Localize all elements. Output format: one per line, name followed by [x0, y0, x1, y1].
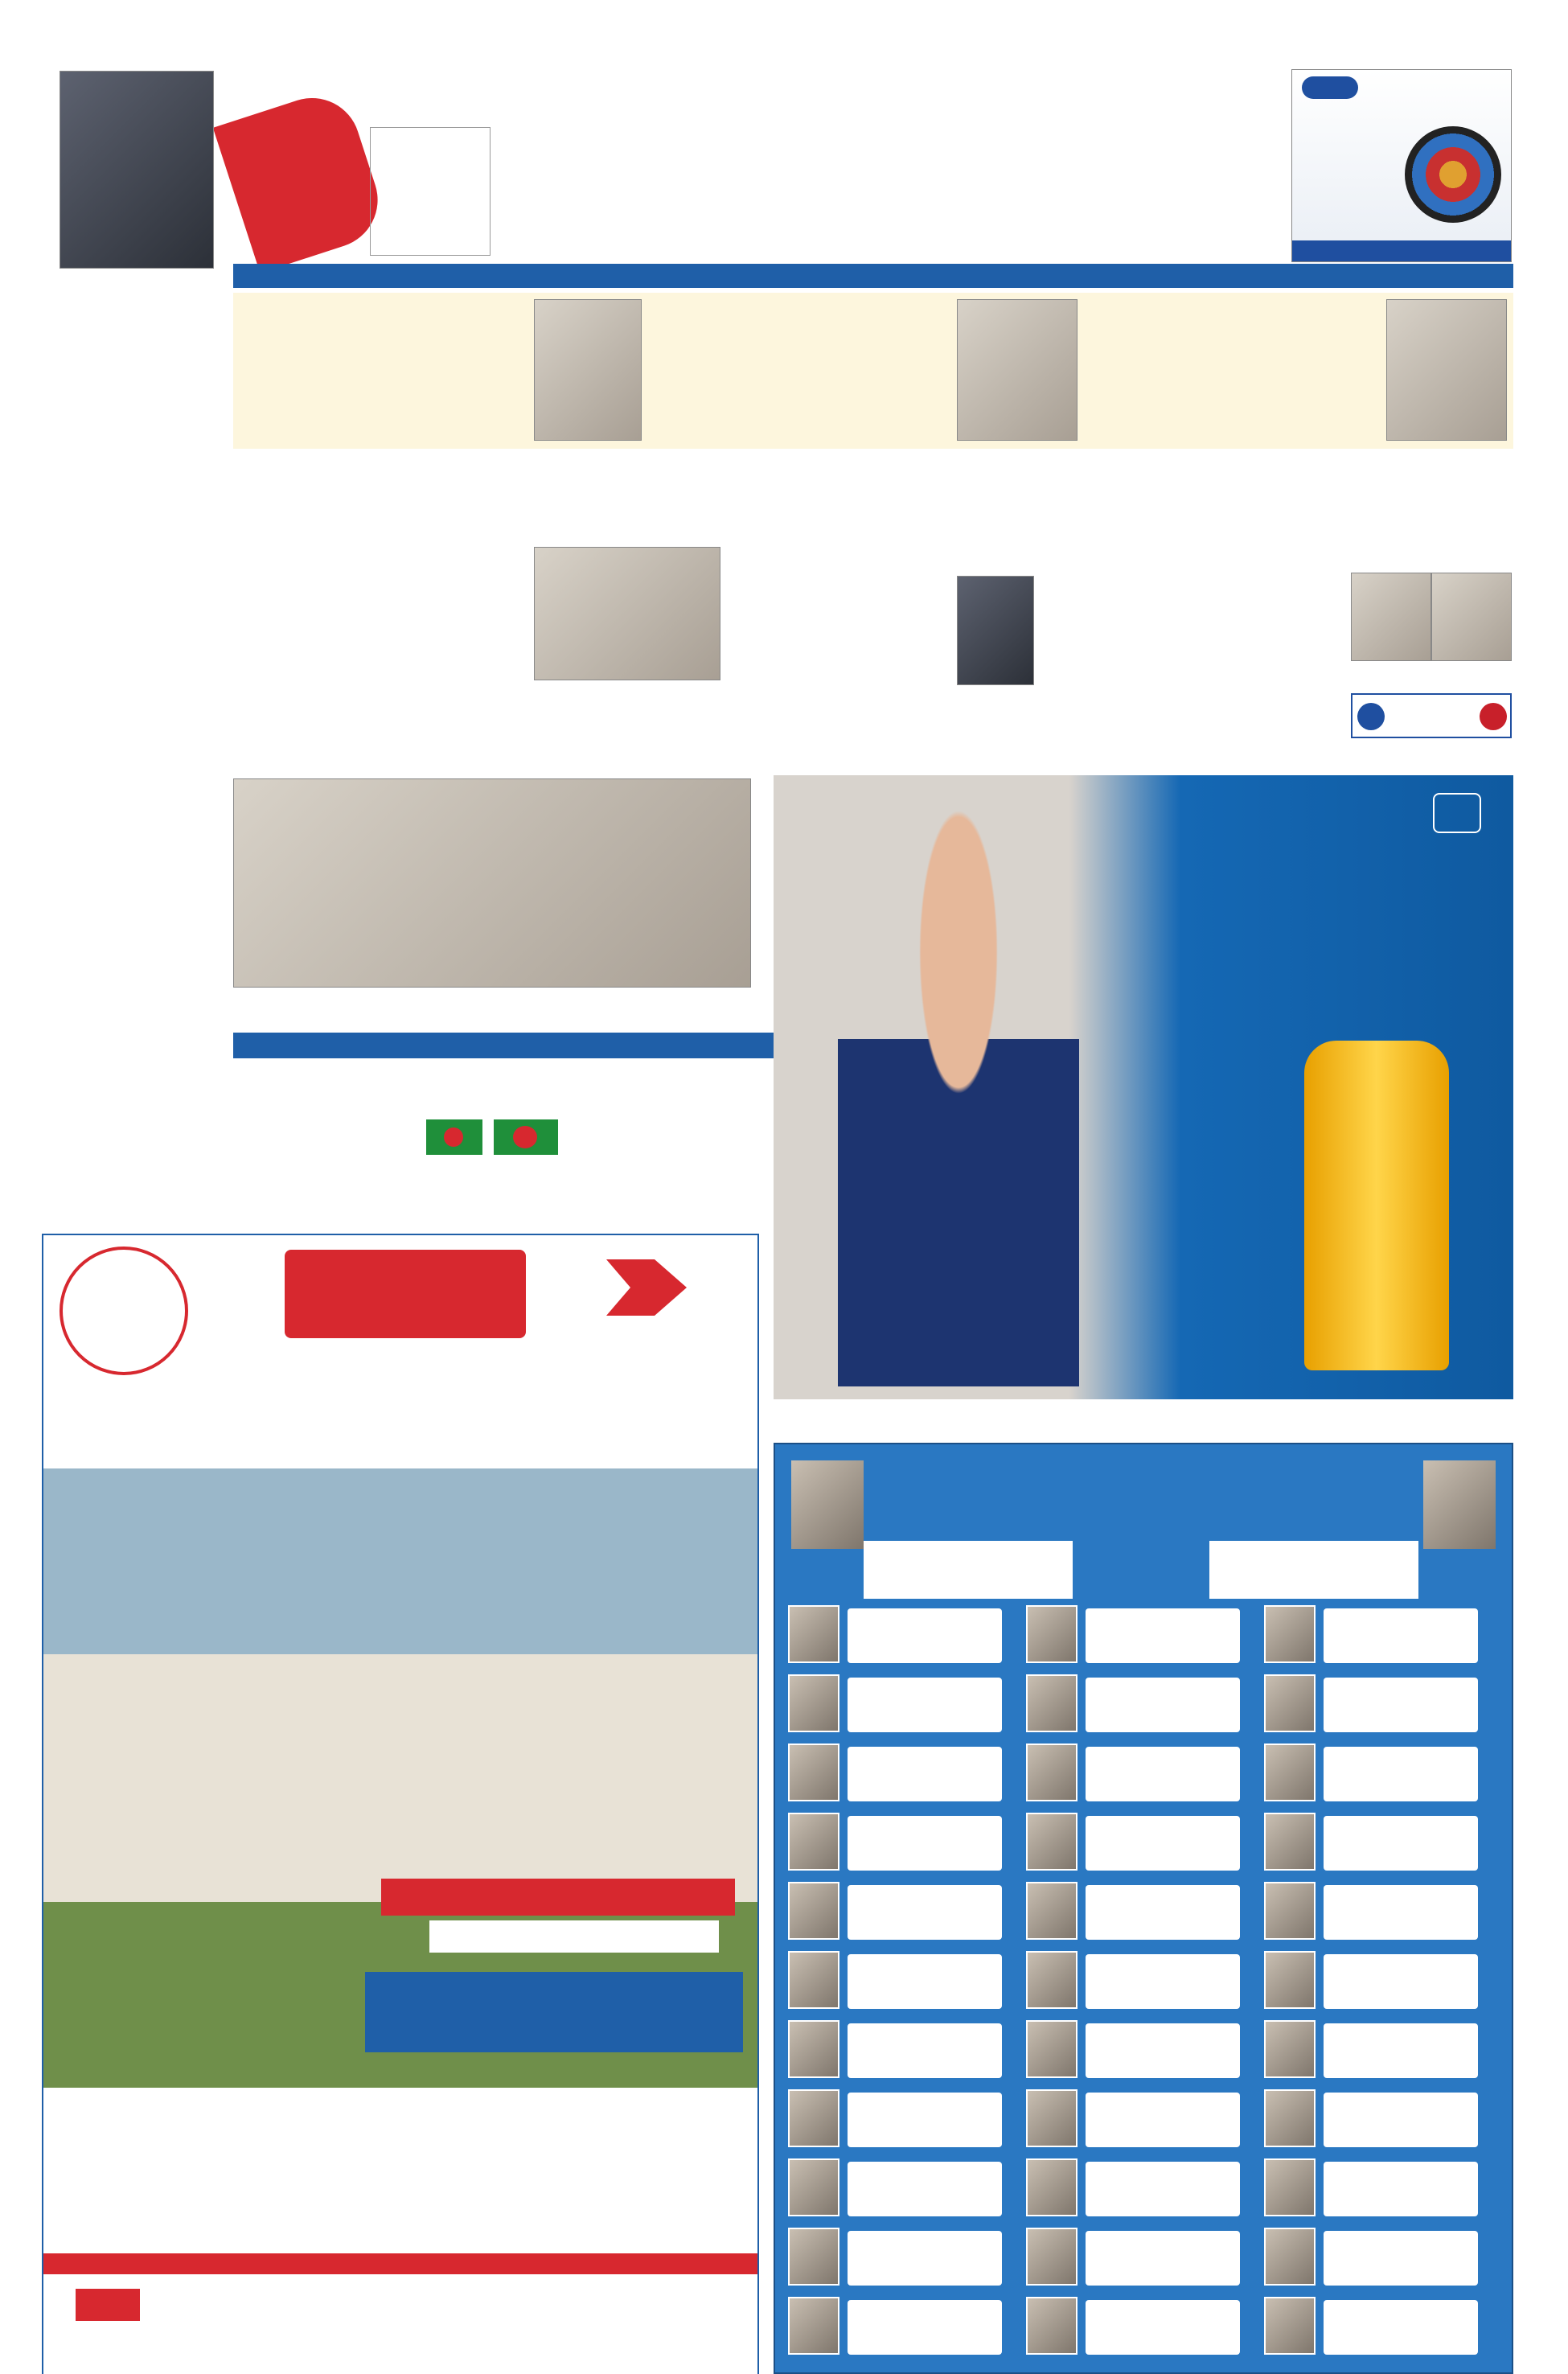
top-story-3-body [1094, 323, 1383, 444]
us-label [1351, 664, 1512, 690]
member-text [848, 2231, 1002, 2286]
member-card [783, 2086, 1007, 2150]
mep-cables-ad [1291, 69, 1512, 262]
vaseline-headline-2 [1095, 944, 1497, 992]
member-text [1324, 2023, 1478, 2078]
story2-body [42, 721, 232, 873]
member-photo [788, 1674, 839, 1732]
contact-line [43, 2253, 759, 2274]
website-link[interactable] [233, 264, 553, 288]
member-text [1086, 1885, 1240, 1940]
ziaur-body [954, 595, 1187, 766]
member-card [1021, 2294, 1245, 2358]
cable-bundle-image [1405, 126, 1501, 223]
member-photo [788, 2089, 839, 2147]
tagline [474, 71, 860, 106]
leader-photo-2 [1423, 1460, 1496, 1549]
member-card [1259, 1879, 1483, 1943]
member-card [783, 2017, 1007, 2081]
member-card [1021, 2086, 1245, 2150]
price-line [429, 1920, 719, 1953]
member-card [783, 1602, 1007, 1666]
story2-headline [42, 598, 232, 695]
story3-body [42, 1018, 232, 1219]
member-card [1021, 2017, 1245, 2081]
member-text [1324, 1816, 1478, 1871]
member-photo [788, 1951, 839, 2009]
promo-box [370, 127, 491, 256]
member-text [1324, 1608, 1478, 1663]
clinton-photo [1351, 573, 1431, 661]
member-grid [783, 1602, 1507, 2366]
approval-seal [60, 1247, 188, 1375]
model-figure [838, 807, 1079, 1386]
member-card [783, 1879, 1007, 1943]
main-headline [233, 462, 957, 534]
leader-box-1 [864, 1541, 1073, 1599]
mep-logo-icon [1302, 76, 1358, 99]
democrat-icon [1357, 703, 1385, 730]
members-notice [774, 1443, 1513, 2374]
member-photo [1026, 2020, 1077, 2078]
member-photo [1026, 2158, 1077, 2216]
main-photo-caption [729, 547, 893, 676]
election-banner [1351, 693, 1512, 738]
member-card [1259, 2017, 1483, 2081]
housing-pitch [365, 1972, 743, 2052]
member-card [1021, 1809, 1245, 1874]
member-photo [788, 2020, 839, 2078]
twitter-link[interactable] [873, 264, 1193, 288]
member-card [1259, 2294, 1483, 2358]
member-text [1086, 2300, 1240, 2355]
member-text [848, 1954, 1002, 2009]
member-card [1021, 2224, 1245, 2289]
member-photo [1264, 2089, 1316, 2147]
member-photo [1264, 1951, 1316, 2009]
member-text [848, 1678, 1002, 1732]
member-photo [1026, 2228, 1077, 2286]
member-text [848, 1747, 1002, 1801]
member-photo [1264, 2158, 1316, 2216]
masthead [233, 71, 1287, 257]
top-story-3-headline [1094, 298, 1375, 322]
trump-photo [1431, 573, 1512, 661]
member-photo [1264, 2228, 1316, 2286]
friday-badge [213, 85, 390, 273]
member-text [848, 2162, 1002, 2216]
promo-line [371, 128, 490, 133]
member-text [848, 1885, 1002, 1940]
member-photo [1026, 2297, 1077, 2355]
member-card [1259, 1948, 1483, 2012]
member-text [1086, 1816, 1240, 1871]
member-photo [1026, 1605, 1077, 1663]
ziaur-headline [962, 462, 1179, 571]
member-card [1021, 1671, 1245, 1735]
republican-icon [1480, 703, 1507, 730]
member-text [1086, 1954, 1240, 2009]
strip-brand [6, 1148, 35, 1454]
member-text [1086, 2093, 1240, 2147]
us-body [1200, 595, 1344, 766]
member-card [1259, 1671, 1483, 1735]
brand-title [499, 103, 1303, 240]
links-bar [233, 264, 1513, 288]
project-title [285, 1250, 526, 1338]
member-text [1324, 1885, 1478, 1940]
al-flag-icon [426, 1119, 482, 1155]
housing-ad [42, 1234, 759, 2374]
member-photo [1264, 2020, 1316, 2078]
member-photo [1026, 1951, 1077, 2009]
member-photo [1264, 2297, 1316, 2355]
top-story-1-body [241, 323, 531, 444]
member-photo [788, 1744, 839, 1801]
member-card [1021, 1740, 1245, 1805]
top-story-2-headline [664, 298, 954, 322]
factory-photo [534, 547, 720, 680]
us-countdown [1351, 741, 1512, 766]
lead-body [42, 418, 232, 571]
member-card [783, 2224, 1007, 2289]
member-text [1324, 2093, 1478, 2147]
leader-photo-1 [791, 1460, 864, 1549]
demolition-caption [233, 991, 751, 1026]
bnp-flag-icon [494, 1119, 558, 1155]
member-text [848, 2023, 1002, 2078]
member-photo [1026, 2089, 1077, 2147]
member-card [1259, 1740, 1483, 1805]
member-card [783, 1809, 1007, 1874]
member-card [783, 2155, 1007, 2220]
lead-headline [42, 306, 232, 394]
member-text [848, 1608, 1002, 1663]
member-photo [788, 1813, 839, 1871]
member-text [1086, 2231, 1240, 2286]
member-photo [1264, 1882, 1316, 1940]
member-card [783, 1671, 1007, 1735]
top-story-3-photo [1386, 299, 1507, 441]
member-photo [1026, 1882, 1077, 1940]
member-text [1324, 2231, 1478, 2286]
top-story-1-photo [534, 299, 642, 441]
member-card [783, 1740, 1007, 1805]
member-text [1324, 1747, 1478, 1801]
member-photo [788, 1605, 839, 1663]
member-card [1259, 1809, 1483, 1874]
us-headline [1200, 462, 1513, 571]
demolition-photo [233, 778, 751, 988]
story3-headline [42, 885, 232, 989]
member-text [1086, 1678, 1240, 1732]
member-text [1086, 2023, 1240, 2078]
bashundhara-logo-icon [606, 1259, 687, 1316]
al-body [233, 1166, 587, 1230]
member-photo [1264, 1674, 1316, 1732]
member-photo [788, 2228, 839, 2286]
member-photo [1264, 1813, 1316, 1871]
ewpd-logo-icon [76, 2289, 140, 2321]
housing-subtext [68, 1414, 735, 1462]
member-card [1021, 1948, 1245, 2012]
member-text [1086, 1608, 1240, 1663]
top-story-2-photo [957, 299, 1077, 441]
member-text [1324, 1954, 1478, 2009]
member-photo [1026, 1674, 1077, 1732]
member-photo [1026, 1744, 1077, 1801]
leader-box-2 [1209, 1541, 1418, 1599]
member-card [1021, 1602, 1245, 1666]
member-card [1259, 2224, 1483, 2289]
member-card [783, 1948, 1007, 2012]
vaseline-product [1312, 1193, 1441, 1222]
member-text [1324, 2300, 1478, 2355]
member-photo [1264, 1744, 1316, 1801]
member-card [1259, 2155, 1483, 2220]
member-text [1086, 1747, 1240, 1801]
member-text [1324, 1678, 1478, 1732]
member-photo [788, 1882, 839, 1940]
member-photo [1264, 1605, 1316, 1663]
member-card [783, 2294, 1007, 2358]
portrait-photo [60, 71, 214, 269]
vaseline-tagline [1111, 1322, 1288, 1370]
member-text [848, 1816, 1002, 1871]
member-photo [788, 2297, 839, 2355]
us-year [1389, 700, 1478, 735]
member-text [848, 2300, 1002, 2355]
member-card [1021, 2155, 1245, 2220]
booking-offer [381, 1879, 735, 1916]
member-text [1324, 2162, 1478, 2216]
member-text [1086, 2162, 1240, 2216]
member-photo [1026, 1813, 1077, 1871]
member-card [1259, 2086, 1483, 2150]
mep-hotline [1292, 240, 1511, 261]
facebook-link[interactable] [553, 264, 873, 288]
member-card [1021, 1879, 1245, 1943]
vertical-strip [5, 965, 34, 1769]
member-card [1259, 1602, 1483, 1666]
member-text [848, 2093, 1002, 2147]
top-story-1-headline [241, 298, 507, 322]
vaseline-ad [774, 775, 1513, 1399]
vaseline-headline-1 [1111, 888, 1497, 936]
epaper-link[interactable] [1193, 264, 1513, 288]
member-photo [788, 2158, 839, 2216]
top-story-2-body [664, 323, 954, 444]
unilever-logo-icon [1433, 793, 1481, 833]
